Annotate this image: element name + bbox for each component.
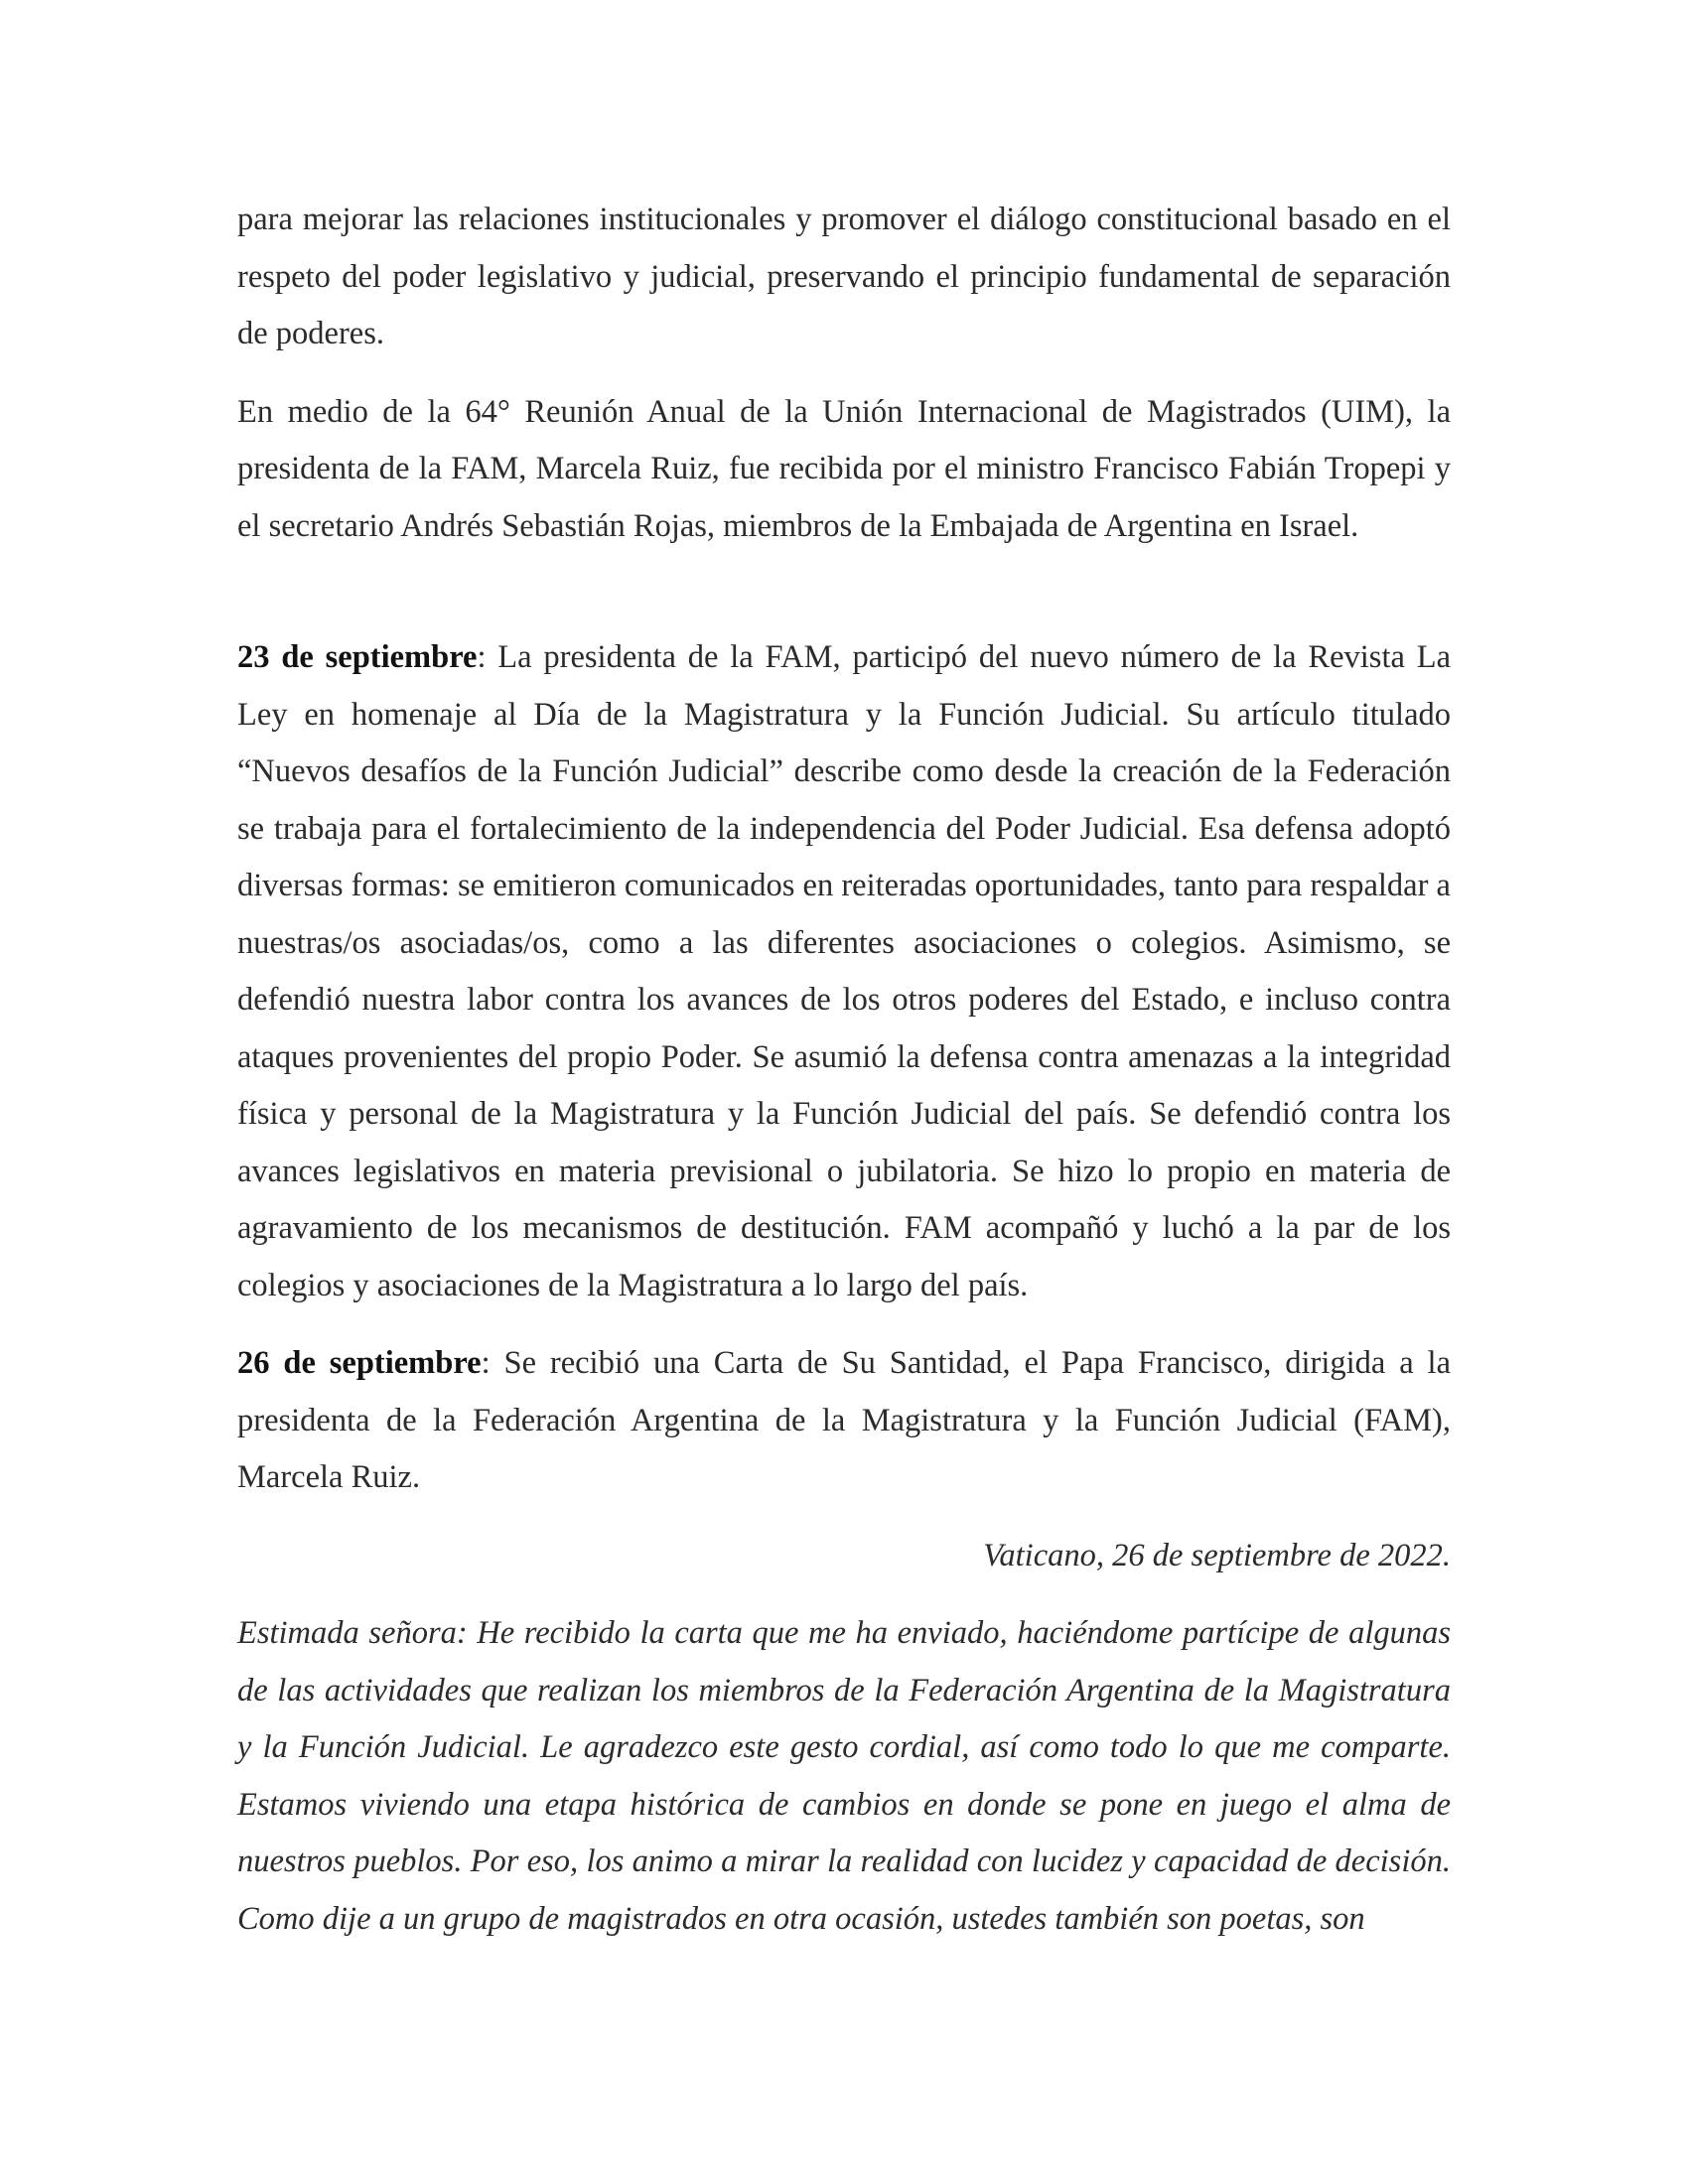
entry-text: : La presidenta de la FAM, participó del nuevo número de la Revista La Ley en homenaje al Día de la Magistratura y la Función Judicial. Su artículo titulado “Nuevos desafíos de la Función Judicial” describe como desde la creación de la Federación se trabaja para el fortalecimiento de la independencia del Poder Judicial. Esa defensa adoptó diversas formas: se emitieron comunicados en reiteradas oportunidades, tanto para respaldar a nuestras/os asociadas/os, como a las diferentes asociaciones o colegios. Asimismo, se defendió nuestra labor contra los avances de los otros poderes del Estado, e incluso contra ataques provenientes del propio Poder. Se asumió la defensa contra amenazas a la integridad física y personal de la Magistratura y la Función Judicial del país. Se defendió contra los avances legislativos en materia previsional o jubilatoria. Se hizo lo propio en materia de agravamiento de los mecanismos de destitución. FAM acompañó y luchó a la par de los colegios y asociaciones de la Magistratura a lo largo del país. bbox=[237, 639, 1451, 1303]
entry-date: 26 de septiembre bbox=[237, 1345, 482, 1381]
paragraph-uim-meeting: En medio de la 64° Reunión Anual de la Unión Internacional de Magistrados (UIM), la presidenta de la FAM, Marcela Ruiz, fue recibida por el ministro Francisco Fabián Tropepi y el secretario Andrés Sebastián Rojas, miembros de la Embajada de Argentina en Israel. bbox=[237, 393, 1451, 544]
letter-dateline: Vaticano, 26 de septiembre de 2022. bbox=[983, 1537, 1451, 1573]
paragraph-institutional-relations: para mejorar las relaciones institucionales y promover el diálogo constitucional basado en el respeto del poder legislativo y judicial, preservando el principio fundamental de separación de poderes. bbox=[237, 202, 1451, 351]
letter-body: Estimada señora: He recibido la carta que me ha enviado, haciéndome partícipe de algunas de las actividades que realizan los miembros de la Federación Argentina de la Magistratura y la Función Judicial. Le agradezco este gesto cordial, así como todo lo que me comparte. Estamos viviendo una etapa histórica de cambios en donde se pone en juego el alma de nuestros pueblos. Por eso, los animo a mirar la realidad con lucidez y capacidad de decisión. Como dije a un grupo de magistrados en otra ocasión, ustedes también son poetas, son bbox=[237, 1615, 1451, 1937]
entry-text: : Se recibió una Carta de Su Santidad, el Papa Francisco, dirigida a la presidenta de la Federación Argentina de la Magistratura y la Función Judicial (FAM), Marcela Ruiz. bbox=[237, 1345, 1451, 1495]
entry-26-september bbox=[237, 1335, 1451, 1507]
entry-date: 23 de septiembre bbox=[237, 639, 478, 675]
entry-23-september bbox=[237, 629, 1451, 1314]
document-page bbox=[237, 192, 1451, 1948]
